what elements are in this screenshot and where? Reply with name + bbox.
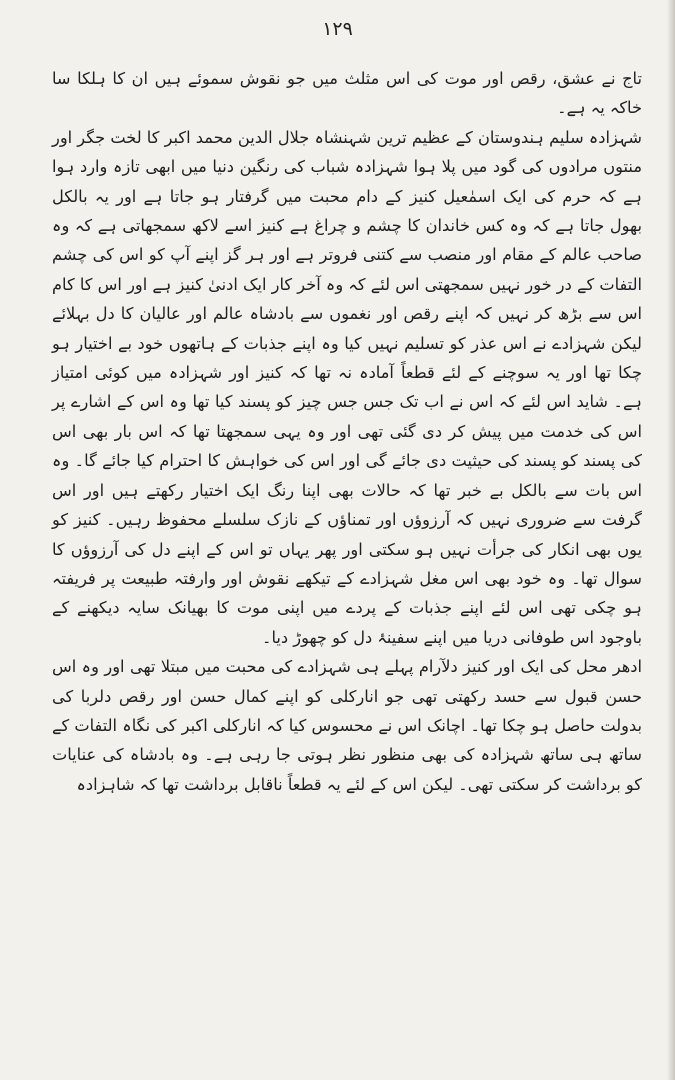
page-spine-shadow bbox=[667, 0, 675, 1080]
paragraph-intro: تاج نے عشق، رقص اور موت کی اس مثلث میں جو نقوش سموئے ہیں ان کا ہلکا سا خاکہ یہ ہے۔ bbox=[52, 69, 642, 118]
paragraph-dilaram: ادھر محل کی ایک اور کنیز دلآرام پہلے ہی شہزادے کی محبت میں مبتلا تھی اور وہ اس حسن قبول سے حسد رکھتی تھی جو انارکلی کو اپنے کمال حسن اور رقص دلربا کی بدولت حاصل ہو چکا تھا۔ اچانک اس نے محسوس کیا کہ انارکلی اکبر کی نگاہ التفات کے ساتھ ہی ساتھ شہزادہ کی بھی منظور نظر ہوتی جا رہی ہے۔ وہ بادشاہ کی عنایات کو برداشت کر سکتی تھی۔ لیکن اس کے لئے یہ قطعاً ناقابل برداشت تھا کہ شاہزادہ bbox=[52, 657, 642, 794]
page-number: ۱۲۹ bbox=[322, 18, 353, 40]
paragraph-salim: شہزادہ سلیم ہندوستان کے عظیم ترین شہنشاہ جلال الدین محمد اکبر کا لخت جگر اور منتوں مرادوں کی گود میں پلا ہوا شہزادہ شباب کی رنگین دنیا میں ابھی تازہ وارد ہوا ہے کہ حرم کی ایک اسمٰعیل کنیز کے دام محبت میں گرفتار ہو جاتا ہے اور یہ بالکل بھول جاتا ہے کہ وہ کس خاندان کا چشم و چراغ ہے کنیز اسے لاکھ سمجھاتی ہے کہ وہ صاحب عالم کے مقام اور منصب سے کتنی فروتر ہے اور ہر گز اپنے آپ کو اس کی چشم التفات کے در خور نہیں سمجھتی اس لئے کہ وہ آخر کار ایک ادنیٰ کنیز ہے اور اس کا کام اس سے بڑھ کر نہیں کہ اپنے رقص اور نغموں سے بادشاہ عالم اور عالیان کا دل بہلائے لیکن شہزادے نے اس عذر کو تسلیم نہیں کیا وہ اپنے جذبات کے ہاتھوں خود بے اختیار ہو چکا تھا اور یہ سوچنے کے لئے قطعاً آمادہ نہ تھا کہ کنیز اور شہزادہ میں کوئی امتیاز ہے۔ شاید اس لئے کہ اس نے اب تک جس جس چیز کو پسند کیا تھا وہ اس کے اشارے پر اس کی خدمت میں پیش کر دی گئی تھی اور وہ یہی سمجھتا تھا کہ اس بار بھی اس کی پسند کو پسند کی حیثیت دی جائے گی اور اس کی خواہش کا احترام کیا جائے گا۔ وہ اس بات سے بالکل بے خبر تھا کہ حالات بھی اپنا رنگ ایک اختیار رکھتے ہیں اور اس گرفت سے ضروری نہیں کہ آرزوؤں اور تمناؤں کے نازک سلسلے محفوظ رہیں۔ کنیز کو یوں بھی انکار کی جرأت نہیں ہو سکتی اور پھر یہاں تو اس کے اپنے دل کی آرزوؤں کا سوال تھا۔ وہ خود بھی اس مغل شہزادے کے تیکھے نقوش اور وارفتہ طبیعت پر فریفتہ ہو چکی تھی اس لئے اپنے جذبات کے پردے میں اپنی موت کا بھیانک سایہ دیکھنے کے باوجود اس طوفانی دریا میں اپنے سفینۂ دل کو چھوڑ دیا۔ bbox=[52, 127, 642, 647]
body-text bbox=[52, 64, 642, 799]
